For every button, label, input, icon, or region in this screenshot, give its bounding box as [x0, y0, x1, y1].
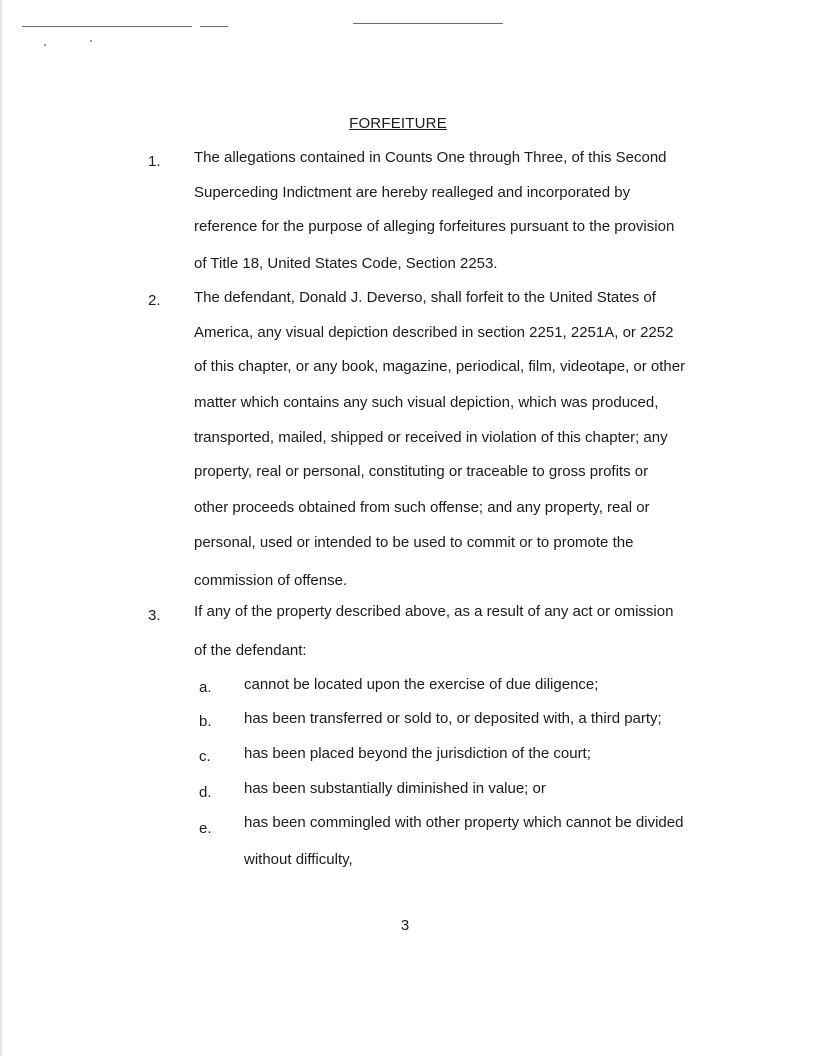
- subitem-letter: b.: [199, 713, 212, 730]
- page-number: 3: [400, 917, 410, 934]
- paragraph-number: 1.: [148, 153, 161, 170]
- paragraph-line: If any of the property described above, as a result of any act or omission: [194, 603, 674, 620]
- paragraph-line: property, real or personal, constituting or traceable to gross profits or: [194, 463, 649, 480]
- section-heading: FORFEITURE: [349, 115, 447, 132]
- paragraph-line: other proceeds obtained from such offense; and any property, real or: [194, 499, 650, 516]
- scan-edge: [0, 0, 2, 1056]
- subitem-line: has been substantially diminished in value; or: [244, 780, 546, 797]
- subitem-line: has been commingled with other property which cannot be divided: [244, 814, 684, 831]
- scan-artifact-dot: [44, 44, 46, 46]
- scan-artifact-dot: [90, 40, 92, 42]
- subitem-line: without difficulty,: [244, 851, 353, 868]
- scan-artifact-line: [353, 23, 503, 24]
- paragraph-line: matter which contains any such visual depiction, which was produced,: [194, 394, 659, 411]
- paragraph-line: The defendant, Donald J. Deverso, shall forfeit to the United States of: [194, 289, 656, 306]
- paragraph-line: The allegations contained in Counts One through Three, of this Second: [194, 149, 667, 166]
- subitem-letter: c.: [199, 748, 211, 765]
- paragraph-line: of Title 18, United States Code, Section 2253.: [194, 255, 498, 272]
- paragraph-line: of the defendant:: [194, 642, 307, 659]
- paragraph-line: personal, used or intended to be used to commit or to promote the: [194, 534, 634, 551]
- subitem-letter: a.: [199, 679, 212, 696]
- subitem-letter: d.: [199, 784, 212, 801]
- subitem-line: has been placed beyond the jurisdiction of the court;: [244, 745, 591, 762]
- paragraph-line: America, any visual depiction described in section 2251, 2251A, or 2252: [194, 324, 674, 341]
- scan-artifact-line: [22, 26, 192, 27]
- paragraph-number: 2.: [148, 292, 161, 309]
- paragraph-number: 3.: [148, 607, 161, 624]
- subitem-letter: e.: [199, 820, 212, 837]
- paragraph-line: commission of offense.: [194, 572, 348, 589]
- subitem-line: cannot be located upon the exercise of due diligence;: [244, 676, 599, 693]
- paragraph-line: transported, mailed, shipped or received in violation of this chapter; any: [194, 429, 668, 446]
- subitem-line: has been transferred or sold to, or deposited with, a third party;: [244, 710, 662, 727]
- paragraph-line: of this chapter, or any book, magazine, periodical, film, videotape, or other: [194, 358, 686, 375]
- scan-artifact-line: [200, 26, 228, 27]
- paragraph-line: Superceding Indictment are hereby realleged and incorporated by: [194, 184, 631, 201]
- paragraph-line: reference for the purpose of alleging forfeitures pursuant to the provision: [194, 218, 675, 235]
